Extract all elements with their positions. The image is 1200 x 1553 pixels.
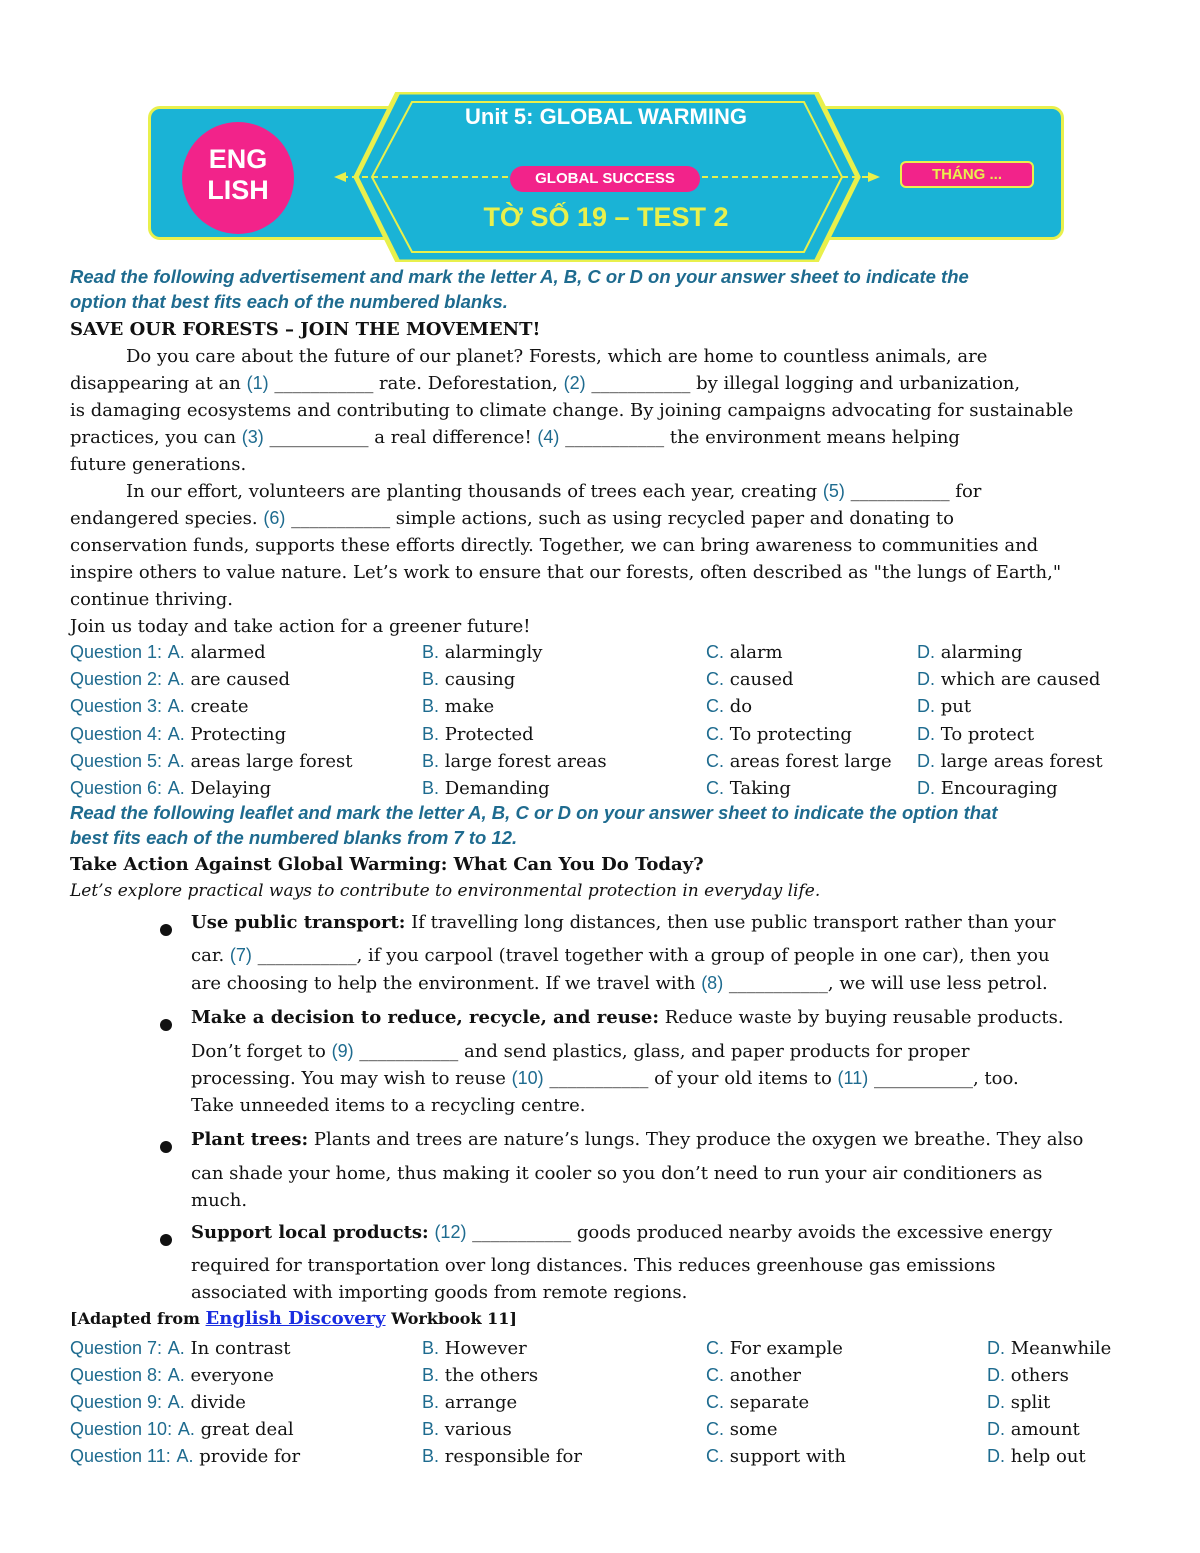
blank-number: (10) xyxy=(511,1068,544,1088)
bullet-public-transport xyxy=(160,912,1135,1002)
option-letter: C. xyxy=(706,751,724,771)
option-a[interactable]: great deal xyxy=(200,1419,294,1440)
option-letter: B. xyxy=(422,1446,440,1466)
source-link[interactable]: English Discovery xyxy=(205,1308,386,1329)
option-letter: C. xyxy=(706,669,724,689)
option-letter: C. xyxy=(706,1392,724,1412)
circle-line-2: LISH xyxy=(207,175,269,205)
text-line: Take unneeded items to a recycling centre. xyxy=(191,1095,586,1116)
bullet-title: Make a decision to reduce, recycle, and reuse: xyxy=(191,1007,660,1028)
text-run: ___________ of your old items to xyxy=(543,1068,838,1089)
option-letter: B. xyxy=(422,1419,440,1439)
bullet-dot-icon xyxy=(160,924,172,936)
text-run: car. xyxy=(191,945,230,966)
option-d[interactable]: split xyxy=(1010,1392,1051,1413)
advertisement-heading: SAVE OUR FORESTS – JOIN THE MOVEMENT! xyxy=(70,319,541,340)
option-letter: A. xyxy=(177,1419,195,1439)
blank-number: (12) xyxy=(434,1222,467,1242)
bullet-reduce-recycle-reuse xyxy=(160,1007,1135,1122)
option-b[interactable]: causing xyxy=(444,669,516,690)
text-line: conservation funds, supports these efforts directly. Together, we can bring awareness to communities and xyxy=(70,535,1039,556)
option-letter: A. xyxy=(167,778,185,798)
option-b[interactable]: alarmingly xyxy=(444,642,543,663)
option-letter: C. xyxy=(706,724,724,744)
text-run: Plants and trees are nature’s lungs. They produce the oxygen we breathe. They also xyxy=(308,1129,1084,1150)
text-line: inspire others to value nature. Let’s work to ensure that our forests, often described as "the lungs of Earth," xyxy=(70,562,1062,583)
option-b[interactable]: make xyxy=(444,696,495,717)
option-letter: C. xyxy=(706,778,724,798)
question-label: Question 5: xyxy=(70,751,163,771)
text-line: Do you care about the future of our planet? Forests, which are home to countless animals, are xyxy=(126,346,988,367)
blank-number: (11) xyxy=(837,1068,869,1088)
text-run: ___________ for xyxy=(844,481,982,502)
question-row xyxy=(70,693,1150,720)
option-a[interactable]: Protecting xyxy=(190,724,287,745)
option-b[interactable]: Demanding xyxy=(444,778,550,799)
option-c[interactable]: support with xyxy=(729,1446,846,1467)
text-line: much. xyxy=(191,1190,248,1211)
option-letter: A. xyxy=(167,642,185,662)
question-row xyxy=(70,639,1150,666)
instruction-line: Read the following advertisement and mark the letter A, B, C or D on your answer sheet to indicate the xyxy=(70,266,969,287)
leaflet-subheading: Let’s explore practical ways to contribute to environmental protection in everyday life. xyxy=(70,881,821,901)
text-run: ___________ rate. Deforestation, xyxy=(268,373,564,394)
text-run: Don’t forget to xyxy=(191,1041,332,1062)
option-letter: A. xyxy=(176,1446,194,1466)
option-a[interactable]: are caused xyxy=(190,669,291,690)
text-run: ___________ a real difference! xyxy=(263,427,538,448)
option-letter: A. xyxy=(167,1392,185,1412)
option-d[interactable]: To protect xyxy=(940,724,1035,745)
option-a[interactable]: provide for xyxy=(199,1446,301,1467)
option-d[interactable]: put xyxy=(940,696,972,717)
text-run: endangered species. xyxy=(70,508,264,529)
text-run: processing. You may wish to reuse xyxy=(191,1068,512,1089)
text-run: ___________, we will use less petrol. xyxy=(723,973,1048,994)
option-a[interactable]: areas large forest xyxy=(190,751,353,772)
option-letter: A. xyxy=(167,724,185,744)
text-line: associated with importing goods from remote regions. xyxy=(191,1282,688,1303)
bullet-title: Plant trees: xyxy=(191,1129,309,1150)
unit-title: Unit 5: GLOBAL WARMING xyxy=(465,104,747,129)
bullet-plant-trees xyxy=(160,1129,1135,1219)
option-a[interactable]: divide xyxy=(190,1392,246,1413)
series-pill: GLOBAL SUCCESS xyxy=(510,166,700,192)
bullet-dot-icon xyxy=(160,1234,172,1246)
advertisement-paragraph-2 xyxy=(70,478,1140,640)
option-letter: D. xyxy=(917,669,935,689)
option-d[interactable]: large areas forest xyxy=(940,751,1103,772)
question-label: Question 7: xyxy=(70,1338,163,1358)
option-b[interactable]: arrange xyxy=(444,1392,518,1413)
text-run: ___________ goods produced nearby avoids the excessive energy xyxy=(466,1222,1053,1243)
option-letter: A. xyxy=(167,751,185,771)
option-letter: B. xyxy=(422,696,440,716)
option-b[interactable]: various xyxy=(444,1419,512,1440)
text-run: ___________, too. xyxy=(868,1068,1019,1089)
question-row xyxy=(70,1362,1150,1389)
option-letter: B. xyxy=(422,1338,440,1358)
option-d[interactable]: alarming xyxy=(940,642,1023,663)
option-d[interactable]: which are caused xyxy=(940,669,1101,690)
option-c[interactable]: Taking xyxy=(729,778,791,799)
question-label: Question 9: xyxy=(70,1392,163,1412)
option-c[interactable]: caused xyxy=(729,669,794,690)
question-label: Question 6: xyxy=(70,778,163,798)
question-label: Question 11: xyxy=(70,1446,171,1466)
bullet-support-local-products xyxy=(160,1222,1135,1312)
option-d[interactable]: Encouraging xyxy=(940,778,1058,799)
source-citation xyxy=(70,1308,517,1329)
option-letter: A. xyxy=(167,1365,185,1385)
option-d[interactable]: amount xyxy=(1010,1419,1080,1440)
option-b[interactable]: However xyxy=(444,1338,527,1359)
text-run: ___________ the environment means helping xyxy=(559,427,960,448)
option-c[interactable]: alarm xyxy=(729,642,783,663)
option-letter: A. xyxy=(167,696,185,716)
option-letter: C. xyxy=(706,1338,724,1358)
blank-number: (8) xyxy=(701,973,724,993)
option-d[interactable]: others xyxy=(1010,1365,1069,1386)
option-letter: D. xyxy=(987,1365,1005,1385)
text-line: is damaging ecosystems and contributing to climate change. By joining campaigns advocating for sustainable xyxy=(70,400,1074,421)
source-prefix: [Adapted from xyxy=(70,1309,206,1328)
option-letter: D. xyxy=(917,642,935,662)
option-letter: C. xyxy=(706,1419,724,1439)
blank-number: (9) xyxy=(331,1041,354,1061)
blank-number: (6) xyxy=(263,508,286,528)
part2-instruction xyxy=(70,800,1140,850)
text-run: Reduce waste by buying reusable products. xyxy=(659,1007,1064,1028)
option-letter: B. xyxy=(422,1365,440,1385)
bullet-dot-icon xyxy=(160,1019,172,1031)
option-letter: D. xyxy=(917,751,935,771)
option-letter: C. xyxy=(706,1365,724,1385)
text-run: disappearing at an xyxy=(70,373,247,394)
question-row xyxy=(70,1335,1150,1362)
text-run: practices, you can xyxy=(70,427,242,448)
text-run: If travelling long distances, then use public transport rather than your xyxy=(405,912,1056,933)
question-label: Question 10: xyxy=(70,1419,173,1439)
option-c[interactable]: separate xyxy=(729,1392,810,1413)
bullet-title: Use public transport: xyxy=(191,912,406,933)
question-label: Question 1: xyxy=(70,642,163,662)
option-letter: D. xyxy=(917,696,935,716)
option-c[interactable]: areas forest large xyxy=(729,751,892,772)
question-row xyxy=(70,1389,1150,1416)
text-run: are choosing to help the environment. If we travel with xyxy=(191,973,702,994)
option-letter: B. xyxy=(422,724,440,744)
option-letter: B. xyxy=(422,751,440,771)
option-a[interactable]: Delaying xyxy=(190,778,272,799)
question-label: Question 2: xyxy=(70,669,163,689)
option-b[interactable]: the others xyxy=(444,1365,539,1386)
text-run: In our effort, volunteers are planting thousands of trees each year, creating xyxy=(126,481,823,502)
option-letter: A. xyxy=(167,1338,185,1358)
blank-number: (7) xyxy=(229,945,252,965)
option-letter: C. xyxy=(706,642,724,662)
option-letter: D. xyxy=(987,1338,1005,1358)
test-subtitle: TỜ SỐ 19 – TEST 2 xyxy=(483,202,729,232)
option-letter: D. xyxy=(987,1446,1005,1466)
question-row xyxy=(70,666,1150,693)
leaflet-heading: Take Action Against Global Warming: What Can You Do Today? xyxy=(70,854,704,875)
option-letter: D. xyxy=(987,1419,1005,1439)
instruction-line: option that best fits each of the numbered blanks. xyxy=(70,291,508,312)
circle-line-1: ENG xyxy=(208,144,268,174)
question-row xyxy=(70,721,1150,748)
blank-number: (2) xyxy=(563,373,586,393)
blank-number: (4) xyxy=(537,427,560,447)
option-letter: C. xyxy=(706,1446,724,1466)
option-c[interactable]: another xyxy=(729,1365,801,1386)
option-b[interactable]: responsible for xyxy=(444,1446,582,1467)
blank-number: (5) xyxy=(822,481,845,501)
option-b[interactable]: large forest areas xyxy=(444,751,607,772)
advertisement-paragraph-1 xyxy=(70,343,1140,478)
option-a[interactable]: everyone xyxy=(190,1365,274,1386)
instruction-line: Read the following leaflet and mark the letter A, B, C or D on your answer sheet to indicate the option that xyxy=(70,802,998,823)
option-letter: B. xyxy=(422,642,440,662)
instruction-line: best fits each of the numbered blanks from 7 to 12. xyxy=(70,827,518,848)
option-letter: B. xyxy=(422,669,440,689)
option-letter: C. xyxy=(706,696,724,716)
text-line: required for transportation over long distances. This reduces greenhouse gas emissions xyxy=(191,1255,996,1276)
text-run: ___________ and send plastics, glass, and paper products for proper xyxy=(353,1041,970,1062)
option-a[interactable]: create xyxy=(190,696,249,717)
blank-number: (3) xyxy=(241,427,264,447)
option-a[interactable]: alarmed xyxy=(190,642,266,663)
option-d[interactable]: Meanwhile xyxy=(1010,1338,1112,1359)
option-c[interactable]: do xyxy=(729,696,753,717)
text-line: continue thriving. xyxy=(70,589,234,610)
text-run: ___________ simple actions, such as using recycled paper and donating to xyxy=(285,508,954,529)
closing-line: Join us today and take action for a greener future! xyxy=(70,616,531,637)
option-letter: A. xyxy=(167,669,185,689)
part1-instruction xyxy=(70,264,1140,314)
question-row xyxy=(70,775,1150,802)
text-line: future generations. xyxy=(70,454,247,475)
question-label: Question 3: xyxy=(70,696,163,716)
option-letter: D. xyxy=(987,1392,1005,1412)
blank-number: (1) xyxy=(246,373,269,393)
option-c[interactable]: To protecting xyxy=(729,724,852,745)
month-tag: THÁNG ... xyxy=(900,161,1034,188)
option-a[interactable]: In contrast xyxy=(190,1338,291,1359)
option-letter: B. xyxy=(422,778,440,798)
unit-banner xyxy=(148,92,1066,262)
option-c[interactable]: For example xyxy=(729,1338,843,1359)
option-b[interactable]: Protected xyxy=(444,724,534,745)
option-letter: B. xyxy=(422,1392,440,1412)
text-run: ___________, if you carpool (travel together with a group of people in one car), then you xyxy=(251,945,1050,966)
option-c[interactable]: some xyxy=(729,1419,778,1440)
text-run: ___________ by illegal logging and urbanization, xyxy=(585,373,1021,394)
option-letter: D. xyxy=(917,778,935,798)
question-label: Question 4: xyxy=(70,724,163,744)
option-letter: D. xyxy=(917,724,935,744)
question-label: Question 8: xyxy=(70,1365,163,1385)
question-row xyxy=(70,1416,1150,1443)
question-row xyxy=(70,748,1150,775)
text-line: can shade your home, thus making it cooler so you don’t need to run your air conditioners as xyxy=(191,1163,1043,1184)
bullet-title: Support local products: xyxy=(191,1222,429,1243)
english-circle-badge xyxy=(182,122,294,234)
source-suffix: Workbook 11] xyxy=(385,1309,517,1328)
option-d[interactable]: help out xyxy=(1010,1446,1086,1467)
bullet-dot-icon xyxy=(160,1141,172,1153)
question-row xyxy=(70,1443,1150,1470)
